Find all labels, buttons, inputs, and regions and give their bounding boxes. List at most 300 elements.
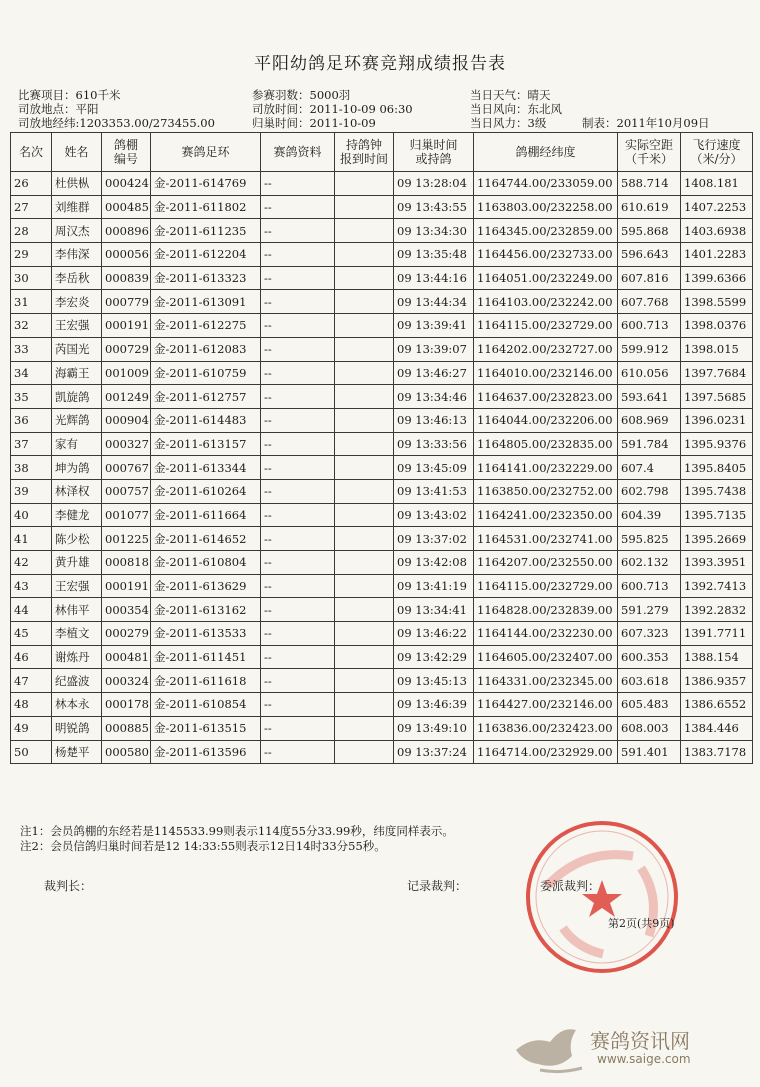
commissioner-signature-label: 委派裁判： [540, 879, 601, 893]
cell-distance: 591.401 [618, 740, 681, 764]
cell-distance: 610.619 [618, 195, 681, 219]
cell-coordinates: 1164427.00/232146.00 [474, 693, 618, 717]
cell-distance: 610.056 [618, 361, 681, 385]
cell-clock-time [335, 669, 394, 693]
cell-rank: 28 [11, 219, 52, 243]
cell-rank: 41 [11, 527, 52, 551]
recorder-signature-label: 记录裁判： [407, 879, 468, 893]
cell-arrival-time: 09 13:49:10 [394, 716, 474, 740]
cell-speed: 1398.5599 [681, 290, 753, 314]
cell-coordinates: 1164744.00/233059.00 [474, 172, 618, 196]
cell-loft-id: 000481 [102, 645, 151, 669]
cell-pigeon-info: -- [261, 385, 335, 409]
cell-arrival-time: 09 13:37:24 [394, 740, 474, 764]
cell-speed: 1384.446 [681, 716, 753, 740]
release-time: 司放时间：2011-10-09 06:30 [252, 102, 413, 116]
cell-clock-time [335, 361, 394, 385]
cell-ring: 金-2011-611235 [151, 219, 261, 243]
table-row [11, 337, 753, 361]
cell-coordinates: 1164103.00/232242.00 [474, 290, 618, 314]
table-row [11, 693, 753, 717]
cell-loft-id: 001009 [102, 361, 151, 385]
cell-arrival-time: 09 13:34:46 [394, 385, 474, 409]
table-row [11, 669, 753, 693]
cell-rank: 47 [11, 669, 52, 693]
cell-name: 杨楚平 [52, 740, 102, 764]
cell-speed: 1395.9376 [681, 432, 753, 456]
cell-clock-time [335, 408, 394, 432]
cell-loft-id: 000279 [102, 622, 151, 646]
cell-loft-id: 000818 [102, 551, 151, 575]
cell-speed: 1395.7135 [681, 503, 753, 527]
cell-speed: 1408.181 [681, 172, 753, 196]
cell-loft-id: 000191 [102, 314, 151, 338]
table-header [11, 133, 753, 172]
cell-arrival-time: 09 13:28:04 [394, 172, 474, 196]
cell-rank: 38 [11, 456, 52, 480]
cell-clock-time [335, 551, 394, 575]
table-row [11, 290, 753, 314]
cell-name: 光辉鸽 [52, 408, 102, 432]
cell-distance: 591.279 [618, 598, 681, 622]
cell-speed: 1407.2253 [681, 195, 753, 219]
table-body [11, 172, 753, 764]
cell-coordinates: 1164202.00/232727.00 [474, 337, 618, 361]
cell-name: 杜供枞 [52, 172, 102, 196]
cell-loft-id: 000178 [102, 693, 151, 717]
cell-speed: 1383.7178 [681, 740, 753, 764]
cell-pigeon-info: -- [261, 693, 335, 717]
cell-distance: 591.784 [618, 432, 681, 456]
page-number: 第2页(共9页) [608, 917, 675, 930]
cell-ring: 金-2011-613323 [151, 266, 261, 290]
cell-ring: 金-2011-614652 [151, 527, 261, 551]
cell-clock-time [335, 432, 394, 456]
cell-loft-id: 000729 [102, 337, 151, 361]
cell-rank: 26 [11, 172, 52, 196]
cell-rank: 49 [11, 716, 52, 740]
cell-speed: 1396.0231 [681, 408, 753, 432]
cell-rank: 31 [11, 290, 52, 314]
notes [20, 824, 454, 854]
table-row [11, 219, 753, 243]
cell-loft-id: 000767 [102, 456, 151, 480]
cell-ring: 金-2011-613344 [151, 456, 261, 480]
release-location: 司放地点：平阳 [18, 102, 99, 116]
cell-ring: 金-2011-612275 [151, 314, 261, 338]
cell-ring: 金-2011-613157 [151, 432, 261, 456]
cell-speed: 1386.6552 [681, 693, 753, 717]
cell-name: 李伟深 [52, 243, 102, 267]
cell-rank: 42 [11, 551, 52, 575]
cell-distance: 607.323 [618, 622, 681, 646]
table-row [11, 740, 753, 764]
cell-speed: 1399.6366 [681, 266, 753, 290]
cell-speed: 1391.7711 [681, 622, 753, 646]
cell-name: 林泽权 [52, 479, 102, 503]
cell-distance: 600.353 [618, 645, 681, 669]
cell-distance: 602.132 [618, 551, 681, 575]
cell-coordinates: 1164531.00/232741.00 [474, 527, 618, 551]
header-pigeon-info: 赛鸽资料 [261, 133, 335, 172]
table-row [11, 527, 753, 551]
wind-force: 当日风力：3级 [470, 116, 547, 130]
cell-name: 李植文 [52, 622, 102, 646]
cell-coordinates: 1164010.00/232146.00 [474, 361, 618, 385]
cell-coordinates: 1164714.00/232929.00 [474, 740, 618, 764]
cell-loft-id: 000485 [102, 195, 151, 219]
cell-name: 刘维群 [52, 195, 102, 219]
cell-rank: 39 [11, 479, 52, 503]
cell-pigeon-info: -- [261, 337, 335, 361]
table-row [11, 172, 753, 196]
cell-coordinates: 1164456.00/232733.00 [474, 243, 618, 267]
table-row [11, 645, 753, 669]
table-row [11, 716, 753, 740]
note-2: 注2：会员信鸽归巢时间若是12 14:33:55则表示12日14时33分55秒。 [20, 839, 386, 853]
cell-pigeon-info: -- [261, 716, 335, 740]
cell-arrival-time: 09 13:41:53 [394, 479, 474, 503]
cell-name: 王宏强 [52, 314, 102, 338]
cell-name: 凯旋鸽 [52, 385, 102, 409]
cell-name: 纪盛波 [52, 669, 102, 693]
cell-coordinates: 1164115.00/232729.00 [474, 314, 618, 338]
cell-ring: 金-2011-611451 [151, 645, 261, 669]
table-row [11, 622, 753, 646]
cell-distance: 603.618 [618, 669, 681, 693]
cell-clock-time [335, 337, 394, 361]
cell-distance: 599.912 [618, 337, 681, 361]
cell-rank: 33 [11, 337, 52, 361]
cell-clock-time [335, 456, 394, 480]
cell-ring: 金-2011-613515 [151, 716, 261, 740]
cell-pigeon-info: -- [261, 361, 335, 385]
cell-coordinates: 1164241.00/232350.00 [474, 503, 618, 527]
cell-loft-id: 000896 [102, 219, 151, 243]
cell-ring: 金-2011-614483 [151, 408, 261, 432]
cell-arrival-time: 09 13:45:09 [394, 456, 474, 480]
cell-name: 林伟平 [52, 598, 102, 622]
cell-loft-id: 000424 [102, 172, 151, 196]
table-row [11, 456, 753, 480]
header-rank: 名次 [11, 133, 52, 172]
cell-loft-id: 001225 [102, 527, 151, 551]
cell-loft-id: 001077 [102, 503, 151, 527]
cell-speed: 1395.8405 [681, 456, 753, 480]
header-coordinates: 鸽棚经纬度 [474, 133, 618, 172]
cell-ring: 金-2011-612083 [151, 337, 261, 361]
race-distance: 比赛项目：610千米 [18, 88, 121, 102]
table-row [11, 385, 753, 409]
cell-name: 王宏强 [52, 574, 102, 598]
official-stamp [523, 818, 681, 976]
cell-pigeon-info: -- [261, 669, 335, 693]
cell-ring: 金-2011-612757 [151, 385, 261, 409]
table-row [11, 503, 753, 527]
report-date: 制表：2011年10月09日 [582, 116, 710, 130]
cell-ring: 金-2011-610759 [151, 361, 261, 385]
cell-clock-time [335, 740, 394, 764]
header-ring: 赛鸽足环 [151, 133, 261, 172]
cell-clock-time [335, 479, 394, 503]
cell-rank: 36 [11, 408, 52, 432]
cell-rank: 32 [11, 314, 52, 338]
cell-coordinates: 1164605.00/232407.00 [474, 645, 618, 669]
cell-rank: 27 [11, 195, 52, 219]
cell-loft-id: 000056 [102, 243, 151, 267]
table-row [11, 266, 753, 290]
cell-speed: 1392.7413 [681, 574, 753, 598]
cell-name: 谢炼丹 [52, 645, 102, 669]
cell-pigeon-info: -- [261, 598, 335, 622]
cell-distance: 604.39 [618, 503, 681, 527]
cell-arrival-time: 09 13:43:55 [394, 195, 474, 219]
cell-loft-id: 000191 [102, 574, 151, 598]
table-row [11, 408, 753, 432]
cell-ring: 金-2011-611664 [151, 503, 261, 527]
cell-ring: 金-2011-613162 [151, 598, 261, 622]
cell-clock-time [335, 574, 394, 598]
cell-pigeon-info: -- [261, 290, 335, 314]
cell-ring: 金-2011-610804 [151, 551, 261, 575]
cell-name: 李宏炎 [52, 290, 102, 314]
cell-pigeon-info: -- [261, 551, 335, 575]
cell-speed: 1395.7438 [681, 479, 753, 503]
cell-arrival-time: 09 13:41:19 [394, 574, 474, 598]
cell-speed: 1388.154 [681, 645, 753, 669]
cell-distance: 588.714 [618, 172, 681, 196]
cell-distance: 602.798 [618, 479, 681, 503]
cell-pigeon-info: -- [261, 172, 335, 196]
table-row [11, 195, 753, 219]
cell-pigeon-info: -- [261, 503, 335, 527]
table-row [11, 598, 753, 622]
cell-loft-id: 000354 [102, 598, 151, 622]
cell-speed: 1397.7684 [681, 361, 753, 385]
cell-clock-time [335, 195, 394, 219]
cell-arrival-time: 09 13:45:13 [394, 669, 474, 693]
cell-clock-time [335, 172, 394, 196]
cell-name: 李岳秋 [52, 266, 102, 290]
cell-pigeon-info: -- [261, 408, 335, 432]
cell-speed: 1393.3951 [681, 551, 753, 575]
cell-coordinates: 1164637.00/232823.00 [474, 385, 618, 409]
header-speed: 飞行速度 （米/分） [681, 133, 753, 172]
cell-pigeon-info: -- [261, 740, 335, 764]
cell-ring: 金-2011-612204 [151, 243, 261, 267]
table-row [11, 432, 753, 456]
cell-ring: 金-2011-613629 [151, 574, 261, 598]
referee-signature-label: 裁判长： [44, 879, 93, 893]
cell-arrival-time: 09 13:34:30 [394, 219, 474, 243]
report-title: 平阳幼鸽足环赛竞翔成绩报告表 [254, 54, 506, 74]
cell-pigeon-info: -- [261, 574, 335, 598]
cell-speed: 1401.2283 [681, 243, 753, 267]
cell-loft-id: 000580 [102, 740, 151, 764]
cell-rank: 48 [11, 693, 52, 717]
cell-coordinates: 1164345.00/232859.00 [474, 219, 618, 243]
header-loft-id: 鸽棚 编号 [102, 133, 151, 172]
cell-distance: 595.825 [618, 527, 681, 551]
cell-loft-id: 000324 [102, 669, 151, 693]
cell-arrival-time: 09 13:44:16 [394, 266, 474, 290]
cell-ring: 金-2011-611802 [151, 195, 261, 219]
cell-clock-time [335, 290, 394, 314]
cell-distance: 607.4 [618, 456, 681, 480]
cell-coordinates: 1164115.00/232729.00 [474, 574, 618, 598]
cell-rank: 50 [11, 740, 52, 764]
cell-coordinates: 1164051.00/232249.00 [474, 266, 618, 290]
cell-coordinates: 1164805.00/232835.00 [474, 432, 618, 456]
cell-loft-id: 000327 [102, 432, 151, 456]
table-row [11, 479, 753, 503]
cell-name: 坤为鸽 [52, 456, 102, 480]
cell-speed: 1398.0376 [681, 314, 753, 338]
cell-loft-id: 000904 [102, 408, 151, 432]
cell-clock-time [335, 314, 394, 338]
cell-speed: 1395.2669 [681, 527, 753, 551]
cell-clock-time [335, 385, 394, 409]
cell-coordinates: 1164828.00/232839.00 [474, 598, 618, 622]
cell-ring: 金-2011-613091 [151, 290, 261, 314]
meta-race-info [18, 88, 215, 130]
cell-distance: 600.713 [618, 574, 681, 598]
cell-pigeon-info: -- [261, 479, 335, 503]
cell-distance: 608.003 [618, 716, 681, 740]
wind-direction: 当日风向：东北风 [470, 102, 562, 116]
cell-name: 林本永 [52, 693, 102, 717]
cell-rank: 45 [11, 622, 52, 646]
cell-distance: 595.868 [618, 219, 681, 243]
cell-loft-id: 001249 [102, 385, 151, 409]
cell-rank: 44 [11, 598, 52, 622]
header-distance: 实际空距 （千米） [618, 133, 681, 172]
cell-name: 黄升雄 [52, 551, 102, 575]
cell-coordinates: 1163850.00/232752.00 [474, 479, 618, 503]
cell-distance: 596.643 [618, 243, 681, 267]
cell-arrival-time: 09 13:46:13 [394, 408, 474, 432]
cell-arrival-time: 09 13:39:41 [394, 314, 474, 338]
note-1: 注1：会员鸽棚的东经若是1145533.99则表示114度55分33.99秒，纬度同样表示。 [20, 824, 454, 838]
cell-loft-id: 000885 [102, 716, 151, 740]
cell-ring: 金-2011-614769 [151, 172, 261, 196]
cell-clock-time [335, 645, 394, 669]
cell-speed: 1386.9357 [681, 669, 753, 693]
watermark-url: www.saige.com [597, 1052, 691, 1066]
cell-clock-time [335, 503, 394, 527]
cell-name: 家有 [52, 432, 102, 456]
cell-ring: 金-2011-610264 [151, 479, 261, 503]
cell-speed: 1392.2832 [681, 598, 753, 622]
cell-loft-id: 000779 [102, 290, 151, 314]
arrival-date: 归巢时间：2011-10-09 [252, 116, 376, 130]
cell-pigeon-info: -- [261, 622, 335, 646]
cell-ring: 金-2011-613596 [151, 740, 261, 764]
cell-distance: 607.816 [618, 266, 681, 290]
cell-clock-time [335, 598, 394, 622]
cell-arrival-time: 09 13:39:07 [394, 337, 474, 361]
cell-clock-time [335, 266, 394, 290]
table-row [11, 243, 753, 267]
table-row [11, 314, 753, 338]
cell-ring: 金-2011-613533 [151, 622, 261, 646]
cell-arrival-time: 09 13:35:48 [394, 243, 474, 267]
cell-arrival-time: 09 13:46:39 [394, 693, 474, 717]
cell-distance: 607.768 [618, 290, 681, 314]
cell-loft-id: 000839 [102, 266, 151, 290]
cell-arrival-time: 09 13:43:02 [394, 503, 474, 527]
cell-distance: 593.641 [618, 385, 681, 409]
cell-rank: 29 [11, 243, 52, 267]
cell-arrival-time: 09 13:42:08 [394, 551, 474, 575]
cell-arrival-time: 09 13:34:41 [394, 598, 474, 622]
cell-name: 李健龙 [52, 503, 102, 527]
cell-pigeon-info: -- [261, 456, 335, 480]
cell-coordinates: 1164144.00/232230.00 [474, 622, 618, 646]
cell-pigeon-info: -- [261, 195, 335, 219]
table-row [11, 574, 753, 598]
release-coordinates: 司放地经纬:1203353.00/273455.00 [18, 116, 215, 130]
cell-arrival-time: 09 13:44:34 [394, 290, 474, 314]
cell-rank: 43 [11, 574, 52, 598]
table-row [11, 551, 753, 575]
cell-speed: 1398.015 [681, 337, 753, 361]
cell-distance: 600.713 [618, 314, 681, 338]
cell-pigeon-info: -- [261, 314, 335, 338]
cell-coordinates: 1164044.00/232206.00 [474, 408, 618, 432]
cell-name: 海霸王 [52, 361, 102, 385]
meta-weather-info [470, 88, 562, 130]
cell-pigeon-info: -- [261, 527, 335, 551]
cell-rank: 40 [11, 503, 52, 527]
cell-name: 陈少松 [52, 527, 102, 551]
watermark-site-name: 赛鸽资讯网 [590, 1029, 690, 1053]
cell-rank: 35 [11, 385, 52, 409]
cell-arrival-time: 09 13:33:56 [394, 432, 474, 456]
cell-clock-time [335, 243, 394, 267]
cell-clock-time [335, 716, 394, 740]
header-name: 姓名 [52, 133, 102, 172]
cell-rank: 46 [11, 645, 52, 669]
cell-ring: 金-2011-611618 [151, 669, 261, 693]
cell-coordinates: 1164331.00/232345.00 [474, 669, 618, 693]
cell-pigeon-info: -- [261, 219, 335, 243]
cell-name: 明锐鸽 [52, 716, 102, 740]
cell-clock-time [335, 527, 394, 551]
cell-distance: 605.483 [618, 693, 681, 717]
cell-arrival-time: 09 13:37:02 [394, 527, 474, 551]
cell-clock-time [335, 622, 394, 646]
cell-name: 芮国光 [52, 337, 102, 361]
cell-speed: 1397.5685 [681, 385, 753, 409]
cell-name: 周汉杰 [52, 219, 102, 243]
header-clock-time: 持鸽钟 报到时间 [335, 133, 394, 172]
header-arrival: 归巢时间 或持鸽 [394, 133, 474, 172]
cell-coordinates: 1163836.00/232423.00 [474, 716, 618, 740]
cell-coordinates: 1163803.00/232258.00 [474, 195, 618, 219]
cell-arrival-time: 09 13:42:29 [394, 645, 474, 669]
cell-speed: 1403.6938 [681, 219, 753, 243]
cell-arrival-time: 09 13:46:22 [394, 622, 474, 646]
cell-pigeon-info: -- [261, 432, 335, 456]
cell-coordinates: 1164141.00/232229.00 [474, 456, 618, 480]
meta-time-info [252, 88, 413, 130]
cell-rank: 30 [11, 266, 52, 290]
cell-loft-id: 000757 [102, 479, 151, 503]
cell-coordinates: 1164207.00/232550.00 [474, 551, 618, 575]
cell-clock-time [335, 219, 394, 243]
weather: 当日天气：晴天 [470, 88, 551, 102]
